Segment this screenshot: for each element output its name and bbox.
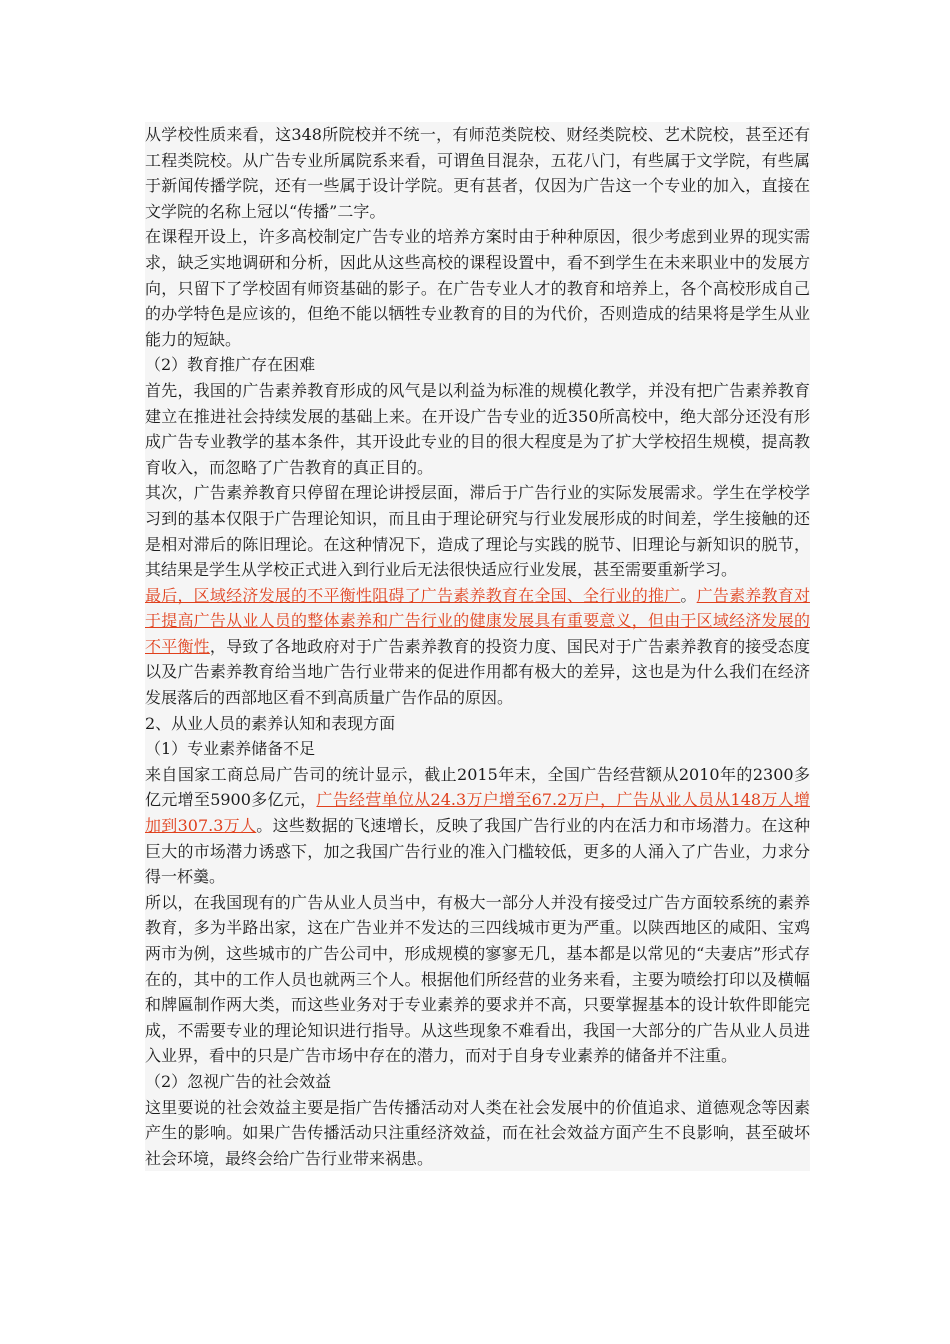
- paragraph-statistics: [145, 762, 810, 890]
- paragraph-firstly: [145, 378, 810, 480]
- paragraph-text: 其次，广告素养教育只停留在理论讲授层面，滞后于广告行业的实际发展需求。学生在学校学习到的基本仅限于广告理论知识，而且由于理论研究与行业发展形成的时间差，学生接触的还是相对滞后的陈旧理论。在这种情况下，造成了理论与实践的脱节、旧理论与新知识的脱节，其结果是学生从学校正式进入到行业后无法很快适应行业发展，甚至需要重新学习。: [145, 483, 810, 580]
- paragraph-text: 。这些数据的飞速增长，反映了我国广告行业的内在活力和市场潜力。在这种巨大的市场潜力诱惑下，加之我国广告行业的准入门槛较低，更多的人涌入了广告业，力求分得一杯羹。: [145, 816, 810, 887]
- paragraph-text: ，导致了各地政府对于广告素养教育的投资力度、国民对于广告素养教育的接受态度以及广告素养教育给当地广告行业带来的促进作用都有极大的差异，这也是为什么我们在经济发展落后的西部地区看不到高质量广告作品的原因。: [145, 636, 810, 708]
- subheading-text: （1）专业素养储备不足: [145, 739, 316, 759]
- paragraph-text: 。: [680, 585, 697, 605]
- paragraph-text: 来自国家工商总局广告司的统计显示，截止2015年末，全国广告经营额从2010年的2300多亿元增至5900多亿元，: [145, 764, 810, 810]
- paragraph-curriculum: [145, 224, 810, 352]
- heading-text: 2、从业人员的素养认知和表现方面: [145, 713, 396, 733]
- paragraph-text: 所以，在我国现有的广告从业人员当中，有极大一部分人并没有接受过广告方面较系统的素养教育，多为半路出家，这在广告业并不发达的三四线城市更为严重。以陕西地区的咸阳、宝鸡两市为例，这些城市的广告公司中，形成规模的寥寥无几，基本都是以常见的“夫妻店”形式存在的，其中的工作人员也就两三个人。根据他们所经营的业务来看，主要为喷绘打印以及横幅和牌匾制作两大类，而这些业务对于专业素养的要求并不高，只要掌握基本的设计软件即能完成，不需要专业的理论知识进行指导。从这些现象不难看出，我国一大部分的广告从业人员进入业界，看中的只是广告市场中存在的潜力，而对于自身专业素养的储备并不注重。: [145, 892, 810, 1066]
- highlighted-text: 广告素养教育对于提高广告从业人员的整体素养和广告行业的健康发展具有重要意义，但由于区域经济发展的不平衡性: [145, 585, 810, 656]
- paragraph-text: 这里要说的社会效益主要是指广告传播活动对人类在社会发展中的价值追求、道德观念等因素产生的影响。如果广告传播活动只注重经济效益，而在社会效益方面产生不良影响，甚至破坏社会环境，最终会给广告行业带来祸患。: [145, 1097, 810, 1168]
- paragraph-text: 在课程开设上，许多高校制定广告专业的培养方案时由于种种原因，很少考虑到业界的现实需求，缺乏实地调研和分析，因此从这些高校的课程设置中，看不到学生在未来职业中的发展方向，只留下了学校固有师资基础的影子。在广告专业人才的教育和培养上，各个高校形成自己的办学特色是应该的，但绝不能以牺牲专业教育的目的为代价，否则造成的结果将是学生从业能力的短缺。: [145, 227, 810, 349]
- paragraph-text: 首先，我国的广告素养教育形成的风气是以利益为标准的规模化教学，并没有把广告素养教育建立在推进社会持续发展的基础上来。在开设广告专业的近350所高校中，绝大部分还没有形成广告专业教学的基本条件，其开设此专业的目的很大程度是为了扩大学校招生规模，提高教育收入，而忽略了广告教育的真正目的。: [145, 380, 810, 477]
- subheading-professional-reserve: [145, 736, 810, 762]
- subheading-education-promotion: [145, 352, 810, 378]
- paragraph-social-benefit: [145, 1095, 810, 1172]
- subheading-text: （2）忽视广告的社会效益: [145, 1071, 332, 1091]
- paragraph-school-nature: [145, 122, 810, 224]
- highlighted-text: 最后，区域经济发展的不平衡性阻碍了广告素养教育在全国、全行业的推广: [145, 585, 681, 605]
- subheading-social-benefit: [145, 1069, 810, 1095]
- subheading-text: （2）教育推广存在困难: [145, 355, 316, 375]
- paragraph-practitioners: [145, 890, 810, 1069]
- paragraph-finally: [145, 583, 810, 711]
- paragraph-text: 从学校性质来看，这348所院校并不统一，有师范类院校、财经类院校、艺术院校，甚至还有工程类院校。从广告专业所属院系来看，可谓鱼目混杂，五花八门，有些属于文学院，有些属于新闻传播学院，还有一些属于设计学院。更有甚者，仅因为广告这一个专业的加入，直接在文学院的名称上冠以“传播”二字。: [145, 125, 810, 221]
- paragraph-secondly: [145, 480, 810, 582]
- highlighted-text: 广告经营单位从24.3万户增至67.2万户，广告从业人员从148万人增加到307.3万人: [145, 790, 810, 836]
- document-body: [145, 122, 810, 1171]
- section-heading-practitioners: [145, 711, 810, 737]
